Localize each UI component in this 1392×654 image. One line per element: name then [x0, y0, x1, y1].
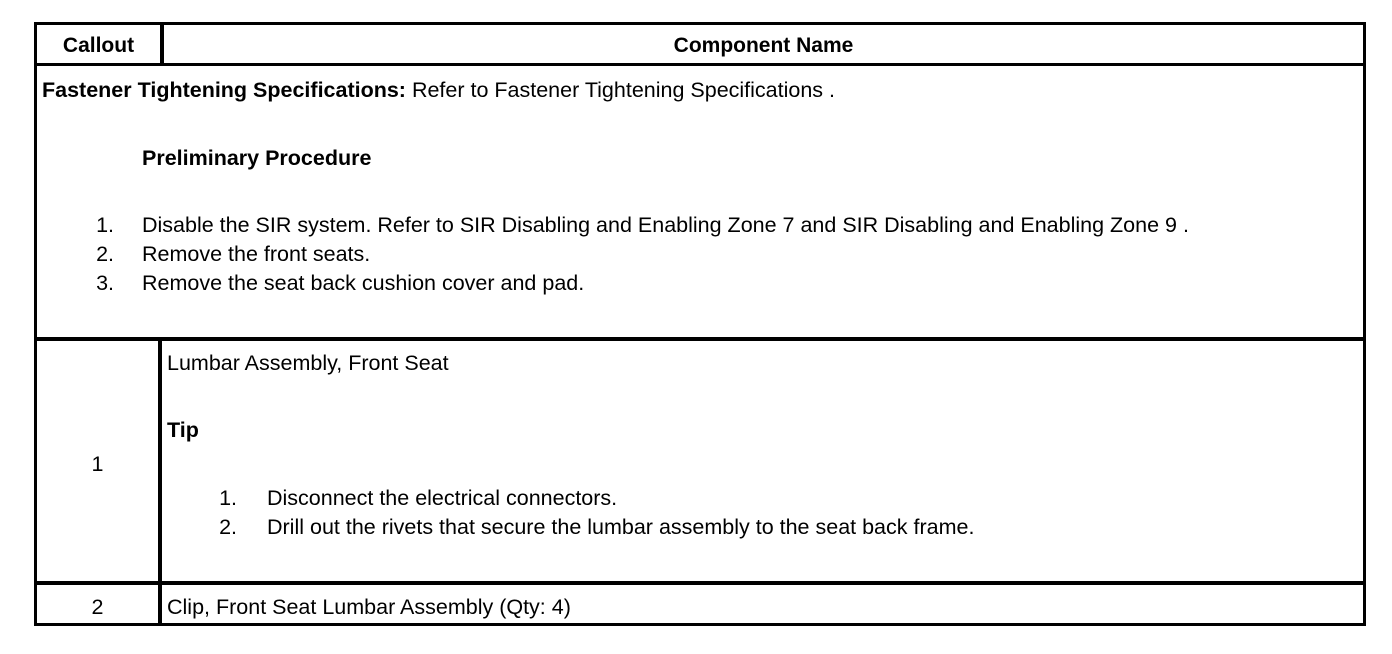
tip-label: Tip [167, 418, 199, 442]
intro-step-text: Disable the SIR system. Refer to SIR Disabling and Enabling Zone 7 and SIR Disabling and Enabling Zone 9 . [142, 213, 1189, 237]
header-callout: Callout [62, 34, 135, 57]
preliminary-heading: Preliminary Procedure [142, 146, 372, 170]
fastener-spec-text: Refer to Fastener Tightening Specifications . [405, 78, 836, 102]
row-divider [37, 337, 1363, 341]
tip-step-number: 1. [219, 486, 237, 510]
intro-step-text: Remove the front seats. [142, 242, 371, 266]
tip-step-text: Drill out the rivets that secure the lumbar assembly to the seat back frame. [267, 515, 975, 539]
callout-number: 1 [91, 452, 104, 476]
row-divider [37, 581, 1363, 585]
component-name: Clip, Front Seat Lumbar Assembly (Qty: 4) [167, 595, 571, 619]
component-table [34, 22, 1366, 626]
column-divider [158, 585, 162, 623]
table-header [37, 25, 1363, 66]
component-name: Lumbar Assembly, Front Seat [167, 351, 449, 375]
tip-step-number: 2. [219, 515, 237, 539]
intro-step-number: 3. [96, 271, 114, 295]
fastener-spec-label: Fastener Tightening Specifications: [42, 78, 406, 102]
header-component-name: Component Name [673, 34, 854, 57]
intro-step-number: 2. [96, 242, 114, 266]
tip-step-text: Disconnect the electrical connectors. [267, 486, 618, 510]
callout-number: 2 [91, 595, 104, 619]
intro-step-number: 1. [96, 213, 114, 237]
intro-step-text: Remove the seat back cushion cover and pad. [142, 271, 585, 295]
header-divider [160, 25, 164, 66]
column-divider [158, 341, 162, 585]
fastener-spec-line [42, 77, 835, 103]
